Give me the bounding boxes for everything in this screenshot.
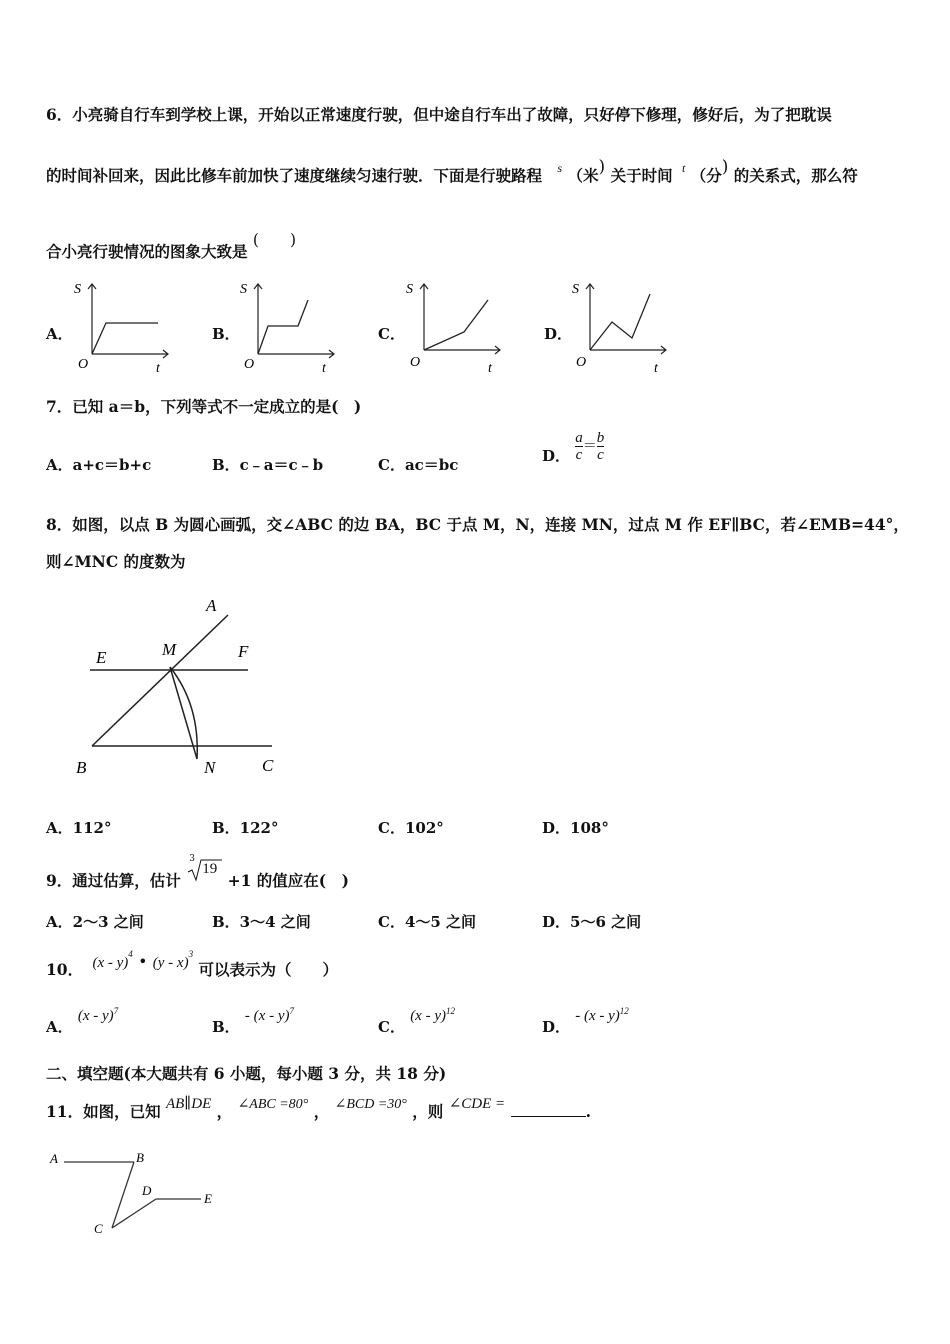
q10-option-d-exp: 12 — [619, 1006, 629, 1016]
q10-option-c — [378, 1004, 455, 1036]
q6-graph-b-o-label: O — [244, 357, 255, 372]
section2-title: 二、填空题(本大题共有 6 小题，每小题 3 分，共 18 分) — [46, 1064, 447, 1083]
q11-mid: ，则 — [412, 1102, 444, 1121]
q8-option-b: B．122° — [212, 819, 279, 837]
q11-stem — [46, 1096, 591, 1122]
q6-line1: 6．小亮骑自行车到学校上课，开始以正常速度行驶，但中途自行车出了故障，只好停下修理，修好后，为了把耽误 — [46, 105, 832, 124]
q6-graph-a — [70, 278, 180, 378]
q11-label-e: E — [204, 1191, 212, 1206]
q7-option-d-label: D． — [542, 446, 571, 465]
q7-option-b: B．c﹣a＝c﹣b — [212, 456, 324, 474]
q9-pre: 9．通过估算，估计 — [46, 871, 181, 890]
q6-answer-paren: ( ) — [252, 231, 297, 249]
q10-dot: • — [138, 953, 148, 971]
q10-number: 10． — [46, 960, 84, 979]
q6-graph-d-s-label: S — [572, 282, 579, 297]
q8-line1: 8．如图，以点 B 为圆心画弧，交∠ABC 的边 BA，BC 于点 M，N，连接 MN，过点 M 作 EF∥BC，若∠EMB=44°， — [46, 515, 909, 534]
q6-rparen-1: ) — [598, 157, 606, 177]
q10-option-d-label: D． — [542, 1018, 571, 1036]
q6-graph-d-o-label: O — [576, 355, 587, 370]
q6-unit-t: （分 — [690, 166, 722, 185]
q8-label-e: E — [96, 648, 107, 667]
q6-graph-c — [402, 278, 512, 378]
q10-option-d-expr: - (x - y) — [575, 1008, 620, 1024]
q6-line2 — [46, 157, 858, 186]
q11-label-d: D — [142, 1183, 152, 1198]
q8-label-f: F — [238, 642, 249, 661]
q7-option-a: A．a+c＝b+c — [46, 456, 152, 474]
q9-cube-root — [186, 854, 222, 880]
q10-exp-a: 4 — [128, 948, 133, 959]
q6-var-t: t — [681, 161, 686, 175]
q6-graph-c-o-label: O — [410, 355, 421, 370]
q7-d-equals: ＝ — [582, 438, 597, 455]
q8-option-d: D．108° — [542, 819, 609, 837]
q7-option-c: C．ac＝bc — [378, 456, 459, 474]
q10-expr-b: (y - x) — [152, 955, 189, 971]
q11-cond-abc: ∠ABC =80° — [237, 1097, 309, 1112]
q8-label-c: C — [262, 756, 274, 775]
q6-unit-s: （米 — [567, 166, 599, 185]
q9-root-index: 3 — [189, 854, 195, 864]
q7-stem: 7．已知 a＝b，下列等式不一定成立的是( ) — [46, 397, 362, 416]
q6-graph-a-s-label: S — [74, 282, 81, 297]
q6-option-c-label: C． — [378, 325, 405, 343]
q10-expr-a: (x - y) — [92, 955, 129, 971]
q9-option-d: D．5～6 之间 — [542, 913, 642, 931]
q6-rparen-2: ) — [721, 157, 729, 177]
q11-pre: 11．如图，已知 — [46, 1102, 161, 1121]
q6-graph-d-t-label: t — [654, 361, 658, 376]
q8-label-m: M — [162, 640, 177, 659]
q8-figure — [70, 595, 290, 785]
q9-option-c: C．4～5 之间 — [378, 913, 477, 931]
q10-option-c-expr: (x - y) — [410, 1008, 446, 1024]
q6-graph-c-s-label: S — [406, 282, 413, 297]
q7-d-num1: a — [575, 430, 583, 446]
q9-stem — [46, 854, 349, 891]
q8-option-a: A．112° — [46, 819, 112, 837]
q6-graph-b-t-label: t — [322, 361, 326, 376]
q7-d-den1: c — [575, 447, 583, 463]
q11-figure — [46, 1148, 226, 1243]
q6-var-s: s — [557, 161, 563, 175]
q6-line3-text: 合小亮行驶情况的图象大致是 — [46, 242, 248, 261]
q10-option-b — [212, 1004, 294, 1036]
q10-stem — [46, 948, 338, 980]
q11-label-b: B — [136, 1150, 144, 1165]
q11-ask: ∠CDE = — [448, 1096, 506, 1112]
q9-post: +1 的值应在( ) — [227, 871, 349, 890]
q6-graph-b — [236, 278, 346, 378]
q11-answer-blank[interactable] — [511, 1102, 586, 1117]
q6-graph-a-t-label: t — [156, 361, 160, 376]
q6-line3 — [46, 231, 297, 262]
q10-post: 可以表示为（ ） — [198, 960, 338, 979]
q6-line2-a: 的时间补回来，因此比修车前加快了速度继续匀速行驶．下面是行驶路程 — [46, 166, 543, 185]
q6-graph-c-t-label: t — [488, 361, 492, 376]
q11-comma-1: ， — [216, 1102, 233, 1121]
q10-option-d — [542, 1004, 629, 1036]
q11-end: . — [585, 1102, 591, 1121]
q7-option-d — [542, 430, 604, 463]
q6-option-d-label: D． — [544, 325, 573, 343]
q6-line2-c: 的关系式，那么符 — [733, 166, 858, 185]
q10-option-a — [46, 1004, 119, 1036]
q10-option-b-expr: - (x - y) — [244, 1008, 290, 1024]
q9-option-a: A．2～3 之间 — [46, 913, 144, 931]
q7-d-fraction-right — [597, 430, 605, 463]
q10-option-a-label: A． — [46, 1018, 73, 1036]
q8-label-n: N — [204, 758, 216, 777]
q11-cond-bcd: ∠BCD =30° — [334, 1097, 407, 1112]
q8-label-a: A — [206, 596, 217, 615]
q9-option-b: B．3～4 之间 — [212, 913, 311, 931]
q6-option-a-label: A． — [46, 325, 73, 343]
q6-graph-d — [568, 278, 678, 378]
q10-option-a-expr: (x - y) — [77, 1008, 114, 1024]
q10-exp-b: 3 — [188, 948, 194, 959]
q7-d-num2: b — [596, 430, 605, 446]
q11-label-a: A — [50, 1151, 58, 1166]
q10-option-c-exp: 12 — [446, 1006, 455, 1016]
q6-option-b-label: B． — [212, 325, 240, 343]
q10-option-b-label: B． — [212, 1018, 240, 1036]
q8-line2: 则∠MNC 的度数为 — [46, 552, 186, 571]
q8-option-c: C．102° — [378, 819, 444, 837]
q8-label-b: B — [76, 758, 87, 777]
q9-radicand: 19 — [202, 861, 218, 877]
q10-option-b-exp: 7 — [289, 1006, 294, 1016]
q6-line2-b: 关于时间 — [610, 166, 673, 185]
q11-label-c: C — [94, 1221, 103, 1236]
q7-d-den2: c — [597, 447, 604, 463]
q7-d-fraction-left — [575, 430, 583, 463]
q6-graph-a-o-label: O — [78, 357, 89, 372]
q11-comma-2: ， — [313, 1102, 330, 1121]
q10-option-a-exp: 7 — [113, 1006, 119, 1016]
q11-cond-parallel: AB∥DE — [165, 1096, 212, 1112]
q10-option-c-label: C． — [378, 1018, 405, 1036]
q6-graph-b-s-label: S — [240, 282, 247, 297]
